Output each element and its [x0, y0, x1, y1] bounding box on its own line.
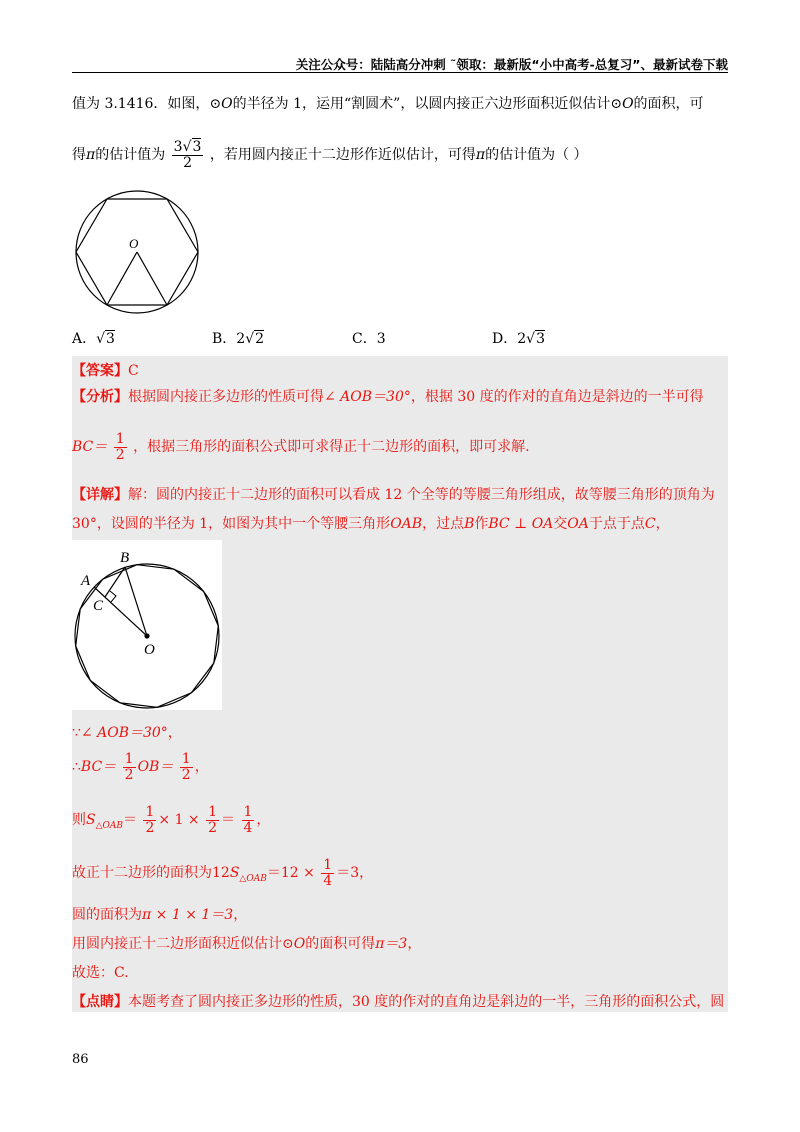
analysis-line-2	[72, 432, 530, 462]
bc-expression: BC＝	[80, 759, 117, 776]
pi-symbol: π	[475, 147, 486, 164]
option-d[interactable]: D．2√3	[492, 331, 545, 347]
fraction-denominator: 2	[208, 819, 218, 836]
detail-text: 作	[474, 516, 489, 532]
angle-expression: ∠ AOB＝30°	[80, 725, 168, 741]
center-label: O	[129, 236, 139, 251]
equals: ＝	[123, 812, 138, 829]
step-7: 故选：C.	[72, 965, 129, 981]
answer-value: C	[128, 363, 139, 379]
detail-text: ，过点	[422, 516, 465, 532]
perpendicular-expression: BC ⊥ OA	[488, 516, 554, 532]
option-c[interactable]	[352, 328, 386, 348]
option-label: A．	[72, 331, 97, 347]
analysis-bracket: 【分析】	[72, 389, 128, 405]
bc-expression: BC＝	[72, 439, 108, 456]
answer-line	[72, 360, 139, 380]
question-text: 的估计值为（ ）	[485, 147, 588, 164]
fraction-denominator: 2	[183, 154, 192, 171]
comment-text: 本题考查了圆内接正多边形的性质，30 度的作对的直角边是斜边的一半，三角形的面积公式，圆	[128, 994, 725, 1010]
therefore-symbol: ∴	[72, 759, 81, 776]
question-line-1	[72, 93, 704, 113]
detail-text: 解：圆的内接正十二边形的面积可以看成 12 个全等的等腰三角形组成，故等腰三角形的顶角为	[128, 487, 715, 503]
because-symbol: ∵	[72, 725, 81, 741]
fraction-numerator: 1	[208, 804, 218, 820]
coefficient: 2	[517, 331, 527, 347]
punctuation: ，	[194, 759, 209, 776]
label-o: O	[144, 642, 155, 658]
fraction-coefficient: 3	[173, 139, 183, 155]
question-text: ，若用圆内接正十二边形作近似估计，可得	[209, 147, 476, 164]
area-subscript: △OAB	[95, 821, 124, 832]
fraction	[123, 752, 136, 782]
circle-area-expression: π × 1 × 1＝3	[142, 907, 234, 923]
step-3	[72, 805, 270, 835]
question-line-2	[72, 140, 588, 170]
multiplication: × 1 ×	[158, 812, 200, 829]
fraction-denominator: 4	[243, 819, 253, 836]
step-1	[72, 722, 182, 742]
step-text: 则	[72, 812, 86, 829]
analysis-text: 根据圆内接正多边形的性质可得	[128, 389, 324, 405]
coefficient: 12	[212, 865, 230, 882]
center-point	[144, 633, 149, 638]
radicand: 3	[106, 331, 115, 347]
radicand: 3	[536, 331, 545, 347]
step-5	[72, 904, 247, 924]
fraction-numerator: 1	[323, 857, 333, 873]
label-a: A	[81, 573, 91, 589]
option-b[interactable]: B．2√2	[212, 331, 265, 347]
fraction-numerator: 1	[115, 431, 125, 447]
point-name: B	[464, 516, 475, 532]
punctuation: ，	[256, 812, 271, 829]
right-angle-mark	[110, 591, 116, 602]
fraction-numerator: 1	[124, 751, 134, 767]
detail-line-1	[72, 484, 715, 504]
fraction-numerator: 1	[145, 804, 155, 820]
analysis-text: ，根据三角形的面积公式即可求得正十二边形的面积，即可求解.	[133, 439, 530, 456]
triangle-name: OAB	[390, 516, 423, 532]
analysis-text: ，根据 30 度的作对的直角边是斜边的一半可得	[410, 389, 704, 405]
result: ＝3，	[336, 865, 374, 882]
detail-text: ，	[655, 516, 670, 532]
detail-line-2	[72, 513, 670, 533]
fraction-numerator: 1	[243, 804, 253, 820]
fraction	[321, 858, 334, 888]
step-2	[72, 752, 209, 782]
option-a[interactable]: A．√3	[72, 331, 115, 347]
expression: ＝12 ×	[266, 865, 315, 882]
circle-name: O	[622, 96, 634, 112]
label-c: C	[93, 598, 104, 614]
option-label: B．	[212, 331, 237, 347]
step-text: 用圆内接正十二边形面积近似估计	[72, 936, 282, 952]
fraction	[242, 805, 255, 835]
fraction-3sqrt3-over-2: $\frac{3√3}{2}$	[173, 139, 202, 171]
punctuation: ，	[233, 907, 248, 923]
option-label: D．	[492, 331, 518, 347]
fraction	[180, 752, 193, 782]
area-symbol: S	[86, 812, 96, 829]
circle-symbol: ⊙	[209, 96, 222, 112]
fraction-denominator: 4	[323, 872, 333, 889]
question-text: 值为 3.1416．如图，	[72, 96, 210, 112]
detail-text: 于点于点	[588, 516, 645, 532]
area-symbol: S	[229, 865, 240, 882]
step-text: 圆的面积为	[72, 907, 142, 923]
detail-text: ，设圆的半径为 1，如图为其中一个等腰三角形	[96, 516, 391, 532]
punctuation: ，	[407, 936, 422, 952]
step-4	[72, 858, 373, 888]
question-text: 的面积，可	[633, 96, 704, 112]
radius-line	[137, 252, 167, 305]
angle-value: 30°	[72, 516, 97, 532]
inscribed-dodecagon	[72, 555, 222, 710]
fraction-denominator: 2	[181, 766, 191, 783]
circle-symbol: ⊙	[610, 96, 623, 112]
area-subscript: △OAB	[239, 874, 267, 885]
pi-estimate: π＝3	[375, 936, 408, 952]
option-value: 3	[376, 331, 386, 347]
circle-symbol: ⊙	[282, 936, 294, 952]
label-b: B	[120, 550, 130, 566]
step-6	[72, 933, 421, 953]
radicand: 2	[255, 331, 265, 347]
fraction-denominator: 2	[115, 446, 125, 463]
pi-symbol: π	[86, 147, 96, 164]
page-number: 86	[72, 1052, 89, 1067]
radius-line	[107, 252, 137, 305]
coefficient: 2	[236, 331, 246, 347]
page-header: 关注公众号：陆陆高分冲刺 ˜领取：最新版“小中高考-总复习”、最新试卷下载	[295, 57, 728, 72]
hexagon-figure	[72, 188, 202, 316]
step-text: 的面积可得	[305, 936, 376, 952]
answer-bracket: 【答案】	[72, 363, 128, 379]
angle-expression: ∠ AOB＝30°	[324, 389, 411, 405]
fraction-numerator: 1	[181, 751, 191, 767]
fraction	[143, 805, 156, 835]
punctuation: ，	[167, 725, 182, 741]
header-divider	[72, 72, 728, 73]
segment-name: OA	[567, 516, 589, 532]
question-text: 的估计值为	[95, 147, 166, 164]
point-name: C	[644, 516, 656, 532]
comment-bracket: 【点睛】	[72, 994, 128, 1010]
dodecagon-figure	[72, 540, 222, 710]
analysis-line-1	[72, 386, 704, 406]
fraction	[206, 805, 219, 835]
circle-name: O	[221, 96, 233, 112]
fraction-one-half	[114, 432, 127, 462]
option-label: C．	[352, 331, 377, 347]
question-text: 的半径为 1，运用“割圆术”，以圆内接正六边形面积近似估计	[232, 96, 611, 112]
equals: ＝	[221, 812, 236, 829]
radicand: 3	[192, 139, 202, 155]
detail-text: 交	[553, 516, 568, 532]
ob-expression: OB＝	[137, 759, 174, 776]
circle-name: O	[293, 936, 306, 952]
fraction-denominator: 2	[124, 766, 134, 783]
fraction-denominator: 2	[145, 819, 155, 836]
step-text: 故正十二边形的面积为	[72, 865, 212, 882]
detail-bracket: 【详解】	[72, 487, 128, 503]
comment-line	[72, 991, 724, 1011]
question-text: 得	[72, 147, 86, 164]
